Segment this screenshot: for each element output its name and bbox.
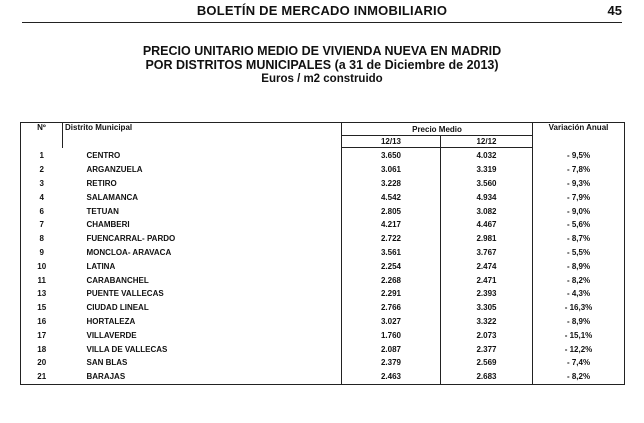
table-row <box>21 204 625 218</box>
table-row <box>21 287 625 301</box>
row-variation: - 9,5% <box>533 148 625 163</box>
row-price-12-13: 2.722 <box>342 232 441 246</box>
row-number: 17 <box>21 328 63 342</box>
table-row <box>21 301 625 315</box>
row-price-12-13: 4.217 <box>342 218 441 232</box>
table-row <box>21 328 625 342</box>
row-variation: - 16,3% <box>533 301 625 315</box>
row-number: 20 <box>21 356 63 370</box>
row-variation: - 8,7% <box>533 232 625 246</box>
table-title-line-2: POR DISTRITOS MUNICIPALES (a 31 de Diciembre de 2013) <box>145 58 499 72</box>
row-price-12-12: 2.981 <box>441 232 533 246</box>
table-title-block <box>0 44 644 86</box>
row-price-12-13: 2.254 <box>342 259 441 273</box>
row-price-12-13: 3.228 <box>342 177 441 191</box>
row-price-12-12: 4.934 <box>441 190 533 204</box>
row-number: 4 <box>21 190 63 204</box>
table-row <box>21 163 625 177</box>
row-district: SAN BLAS <box>63 356 342 370</box>
row-district: SALAMANCA <box>63 190 342 204</box>
bulletin-title: BOLETÍN DE MERCADO INMOBILIARIO <box>196 3 448 18</box>
row-district: CHAMBERI <box>63 218 342 232</box>
table-row <box>21 148 625 163</box>
row-number: 8 <box>21 232 63 246</box>
row-number: 15 <box>21 301 63 315</box>
row-variation: - 9,0% <box>533 204 625 218</box>
header-rule <box>22 22 622 23</box>
row-number: 1 <box>21 148 63 163</box>
row-number: 11 <box>21 273 63 287</box>
row-district: MONCLOA- ARAVACA <box>63 246 342 260</box>
row-district: HORTALEZA <box>63 315 342 329</box>
row-number: 21 <box>21 370 63 384</box>
row-variation: - 8,2% <box>533 370 625 384</box>
header-col-b: 12/12 <box>441 136 533 148</box>
row-district: CIUDAD LINEAL <box>63 301 342 315</box>
row-price-12-12: 3.767 <box>441 246 533 260</box>
row-district: PUENTE VALLECAS <box>63 287 342 301</box>
table-row <box>21 273 625 287</box>
row-price-12-12: 2.393 <box>441 287 533 301</box>
row-price-12-12: 3.560 <box>441 177 533 191</box>
row-price-12-13: 4.542 <box>342 190 441 204</box>
row-number: 10 <box>21 259 63 273</box>
row-price-12-12: 2.683 <box>441 370 533 384</box>
row-price-12-12: 2.569 <box>441 356 533 370</box>
row-district: BARAJAS <box>63 370 342 384</box>
row-price-12-13: 2.268 <box>342 273 441 287</box>
row-variation: - 7,8% <box>533 163 625 177</box>
table-row <box>21 218 625 232</box>
row-number: 9 <box>21 246 63 260</box>
row-price-12-13: 2.766 <box>342 301 441 315</box>
page-number: 45 <box>607 3 622 18</box>
row-variation: - 8,9% <box>533 315 625 329</box>
row-price-12-13: 2.087 <box>342 342 441 356</box>
row-number: 6 <box>21 204 63 218</box>
row-number: 16 <box>21 315 63 329</box>
row-district: RETIRO <box>63 177 342 191</box>
table-row <box>21 190 625 204</box>
row-price-12-12: 3.319 <box>441 163 533 177</box>
row-variation: - 9,3% <box>533 177 625 191</box>
row-price-12-13: 3.650 <box>342 148 441 163</box>
table-row <box>21 356 625 370</box>
table-row <box>21 246 625 260</box>
price-table <box>20 122 625 385</box>
row-price-12-12: 4.032 <box>441 148 533 163</box>
table-row <box>21 370 625 384</box>
table-units: Euros / m2 construido <box>261 73 383 85</box>
row-price-12-12: 2.471 <box>441 273 533 287</box>
row-price-12-12: 3.305 <box>441 301 533 315</box>
row-number: 2 <box>21 163 63 177</box>
table-row <box>21 232 625 246</box>
row-district: CARABANCHEL <box>63 273 342 287</box>
row-district: ARGANZUELA <box>63 163 342 177</box>
table-row <box>21 315 625 329</box>
row-price-12-13: 2.463 <box>342 370 441 384</box>
row-district: FUENCARRAL- PARDO <box>63 232 342 246</box>
row-district: VILLAVERDE <box>63 328 342 342</box>
row-number: 13 <box>21 287 63 301</box>
row-price-12-13: 3.061 <box>342 163 441 177</box>
page-header <box>0 0 644 24</box>
row-price-12-12: 2.474 <box>441 259 533 273</box>
header-col-a: 12/13 <box>342 136 441 148</box>
row-variation: - 8,2% <box>533 273 625 287</box>
row-price-12-12: 3.322 <box>441 315 533 329</box>
row-price-12-13: 3.561 <box>342 246 441 260</box>
header-variation: Variación Anual <box>533 123 625 148</box>
row-variation: - 4,3% <box>533 287 625 301</box>
table-row <box>21 177 625 191</box>
row-variation: - 5,6% <box>533 218 625 232</box>
row-district: CENTRO <box>63 148 342 163</box>
header-number: Nº <box>21 123 63 148</box>
row-variation: - 8,9% <box>533 259 625 273</box>
row-price-12-12: 4.467 <box>441 218 533 232</box>
row-variation: - 5,5% <box>533 246 625 260</box>
table-row <box>21 342 625 356</box>
row-price-12-13: 2.379 <box>342 356 441 370</box>
row-district: TETUAN <box>63 204 342 218</box>
table-title-line-1: PRECIO UNITARIO MEDIO DE VIVIENDA NUEVA EN MADRID <box>142 44 502 58</box>
row-price-12-12: 2.377 <box>441 342 533 356</box>
header-price: Precio Medio <box>342 123 533 136</box>
table-row <box>21 259 625 273</box>
row-number: 7 <box>21 218 63 232</box>
row-number: 3 <box>21 177 63 191</box>
row-price-12-13: 1.760 <box>342 328 441 342</box>
row-variation: - 7,9% <box>533 190 625 204</box>
row-variation: - 15,1% <box>533 328 625 342</box>
row-district: VILLA DE VALLECAS <box>63 342 342 356</box>
row-price-12-13: 2.805 <box>342 204 441 218</box>
row-number: 18 <box>21 342 63 356</box>
row-district: LATINA <box>63 259 342 273</box>
row-price-12-13: 3.027 <box>342 315 441 329</box>
row-price-12-12: 3.082 <box>441 204 533 218</box>
header-district: Distrito Municipal <box>63 123 342 148</box>
row-variation: - 12,2% <box>533 342 625 356</box>
row-price-12-13: 2.291 <box>342 287 441 301</box>
row-price-12-12: 2.073 <box>441 328 533 342</box>
row-variation: - 7,4% <box>533 356 625 370</box>
